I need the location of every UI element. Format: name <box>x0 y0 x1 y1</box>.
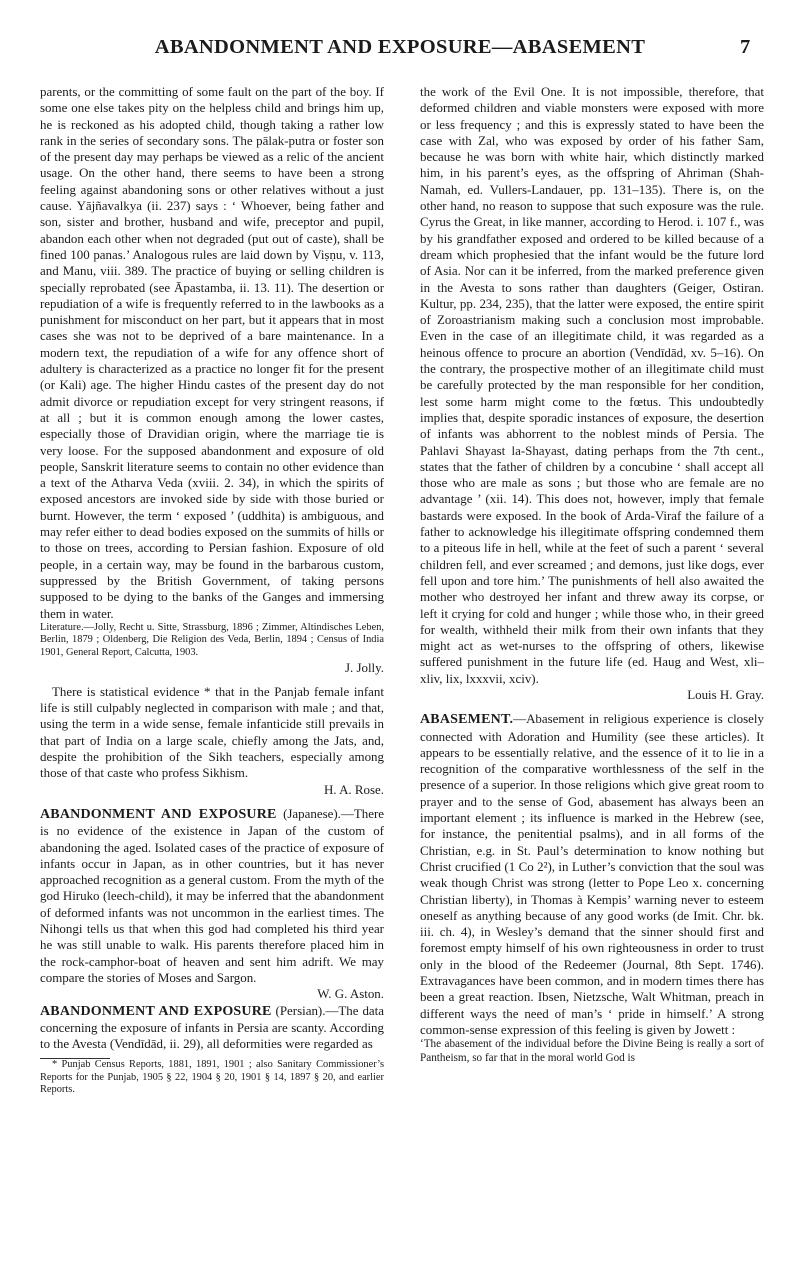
article-heading-sub: (Persian). <box>275 1002 326 1018</box>
paragraph: parents, or the committing of some fault on the part of the boy. If some one else takes pity on the helpless child and brings him up, he is reckoned as his adopted child, though taking a rather low rank in the series of secondary sons. The pālak-putra or foster son of the present day may perhaps be viewed as a relic of the ancient usage. On the other hand, there seems to have been a strong feeling against abandoning sons or other relatives without a just cause. Yājñavalkya (ii. 237) says : ‘ Whoever, being father and son, sister and brother, husband and wife, preceptor and pupil, abandon each other when not degraded (put out of caste), shall be fined 100 panas.’ Analogous rules are laid down by Viṣṇu, v. 113, and Manu, viii. 389. The practice of buying or selling children is specially reprobated (see Āpastamba, ii. 13. 11). The desertion or repudiation of a wife is frequently referred to in the lawbooks as a punishment for misconduct on her part, but it appears that in most cases she was not to be deprived of a bare maintenance. In a modern text, the repudiation of a wife for any offence short of adultery is characterized as a practice no longer fit for the present (or Kali) age. The higher Hindu castes of the present day do not admit divorce or repudiation except for very stringent reasons, if at all ; but it is common enough among the lower castes, especially those of Dravidian origin, where the marriage tie is very loose. For the supposed abandonment and exposure of old people, Sanskrit literature seems to contain no other evidence than a text of the Atharva Veda (xviii. 2. 34), in which the spirits of exposed ancestors are invoked side by side with those buried or burnt. However, the term ‘ exposed ’ (uddhita) is ambiguous, and may refer either to dead bodies exposed on the summits of hills or to those on trees, according to Persian fashion. Exposure of old people, in a certain way, may be found in the barbarous custom, suppressed by the British Government, of taking persons supposed to be dying to the banks of the Ganges and immersing them in water. <box>40 84 384 621</box>
author-signature: Louis H. Gray. <box>687 686 764 702</box>
author-signature: J. Jolly. <box>344 659 384 675</box>
running-title: ABANDONMENT AND EXPOSURE—ABASEMENT <box>154 36 646 58</box>
article-heading: ABASEMENT. <box>420 712 514 728</box>
article-japanese <box>40 806 384 986</box>
author-signature: H. A. Rose. <box>323 781 384 797</box>
page-number: 7 <box>740 36 751 58</box>
article-persian <box>40 1003 384 1053</box>
left-column <box>40 84 384 1097</box>
article-heading-sub: (Japanese). <box>283 805 341 821</box>
article-heading: ABANDONMENT AND EXPOSURE <box>40 1003 272 1019</box>
paragraph: —The data concerning the exposure of infants in Persia are scanty. According to the Avesta (Vendīdād, ii. 29), all deformities were regarded as <box>40 1002 385 1052</box>
paragraph: —There is no evidence of the existence in Japan of the custom of abandoning the aged. Isolated cases of the practice of exposure of infants occur in Japan, as in other countries, but it has never approached recognition as a general custom. From the myth of the god Hiruko (leech-child), it may be inferred that the abandonment of deformed infants was not uncommon in the earliest times. The Nihongi tells us that when this god had completed his third year he was still unable to walk. His parents therefore placed him in the rock-camphor-boat of heaven and sent him adrift. We may compare the stories of Moses and Sargon. <box>40 805 384 985</box>
block-quote: ‘The abasement of the individual before the Divine Being is really a sort of Pantheism, so far that in the moral world God is <box>420 1038 764 1064</box>
article-abasement <box>420 711 764 1038</box>
article-heading: ABANDONMENT AND EXPOSURE <box>40 806 277 822</box>
author-signature: W. G. Aston. <box>317 986 384 1002</box>
paragraph: There is statistical evidence * that in the Panjab female infant life is still culpably neglected in comparison with male ; and that, using the term in a wide sense, female infanticide still prevails in that part of India on a large scale, chiefly among the Jats, and, despite the prohibition of the Sikh teachers, especially among those of that caste who profess Sikhism. <box>40 683 384 781</box>
literature-note: Literature.—Jolly, Recht u. Sitte, Strassburg, 1896 ; Zimmer, Altindisches Leben, Berlin, 1879 ; Oldenberg, Die Religion des Veda, Berlin, 1894 ; Census of India 1901, General Report, Calcutta, 1903. <box>40 621 384 658</box>
paragraph: —Abasement in religious experience is closely connected with Adoration and Humility (see these articles). It appears to be essentially relative, and the essence of it to lie in a recognition of the comparative worthlessness of the self in the presence of a superior. In those religions which give great room to prayer and to the sense of God, abasement has always been an important element ; its influence is marked in the Hebrew (see, for instance, the penitential psalms), and in all forms of the Christian, e.g. in St. Paul’s determination to know nothing but Christ crucified (1 Co 2²), in Luther’s conviction that the soul was weak though Christ was strong (letter to Pope Leo x. concerning Christian liberty), in Thomas à Kempis’ warning never to esteem oneself as anything because of any good works (de Imit. Chr. bk. iii. ch. 4), in Wesley’s demand that the sinner should first and foremost empty himself of his own righteousness in order to trust only in the blood of the Redeemer (Journal, 8th Sept. 1746). Extravagances have been common, and in modern times there has been a great reaction. Ibsen, Nietzsche, Walt Whitman, preach in different ways the need of man’s ‘ pride in himself.’ A strong common-sense expression of this feeling is given by Jowett : <box>420 711 764 1037</box>
footnote: * Punjab Census Reports, 1881, 1891, 1901 ; also Sanitary Commissioner’s Reports for the Punjab, 1905 § 22, 1904 § 20, 1901 § 14, 1897 § 20, and earlier Reports. <box>40 1059 384 1096</box>
right-column <box>420 84 764 1065</box>
paragraph: the work of the Evil One. It is not impossible, therefore, that deformed children and viable monsters were exposed with more or less frequency ; and this is expressly stated to have been the case with Zal, who was exposed by order of his father Sam, because he was born with white hair, which distinctly marked him, in his parent’s eyes, as the offspring of Ahriman (Shah-Namah, ed. Vullers-Landauer, pp. 131–135). There is, on the other hand, no reason to suppose that such exposure was the rule. Cyrus the Great, in like manner, according to Herod. i. 107 f., was by his grandfather exposed and ordered to be killed because of a dream which prophesied that the infant would be the future lord of Asia. Nor can it be inferred, from the marked preference given in the Avesta to sons rather than daughters (Geiger, Ostiran. Kultur, pp. 234, 235), that the latter were exposed, the entire spirit of Zoroastrianism making such a conclusion most improbable. Even in the case of an illegitimate child, it was regarded as a heinous offence to procure an abortion (Vendīdād, xv. 5–16). On the contrary, the prospective mother of an illegitimate child must be carefully protected by the man responsible for her condition, lest some harm might come to the fœtus. This undoubtedly implies that, despite sporadic instances of exposure, the desertion of infants was abhorrent to the noblest minds of Persia. The Pahlavi Shayast la-Shayast, dating perhaps from the 7th cent., states that the father of children by a concubine ‘ shall accept all those who are male as sons ; but those who are female are no advantage ’ (xii. 14). This does not, however, imply that female bastards were exposed. In the book of Arda-Viraf the failure of a father to acknowledge his illegitimate offspring condemned them to a piteous life in hell, while at the feet of such a parent ‘ several children fell, and ever screamed ; and demons, just like dogs, ever fell upon and tore him.’ The punishments of hell also awaited the mother who destroyed her infant and threw away its corpse, or left it crying for cold and hunger ; while those who, in their greed for wealth, withheld their milk from their own infants that they might act as wet-nurses to the offspring of others, likewise suffered punishment in the future life (ed. Haug and West, xli–xliv, lix, lxxxvii, xciv). <box>420 84 764 686</box>
